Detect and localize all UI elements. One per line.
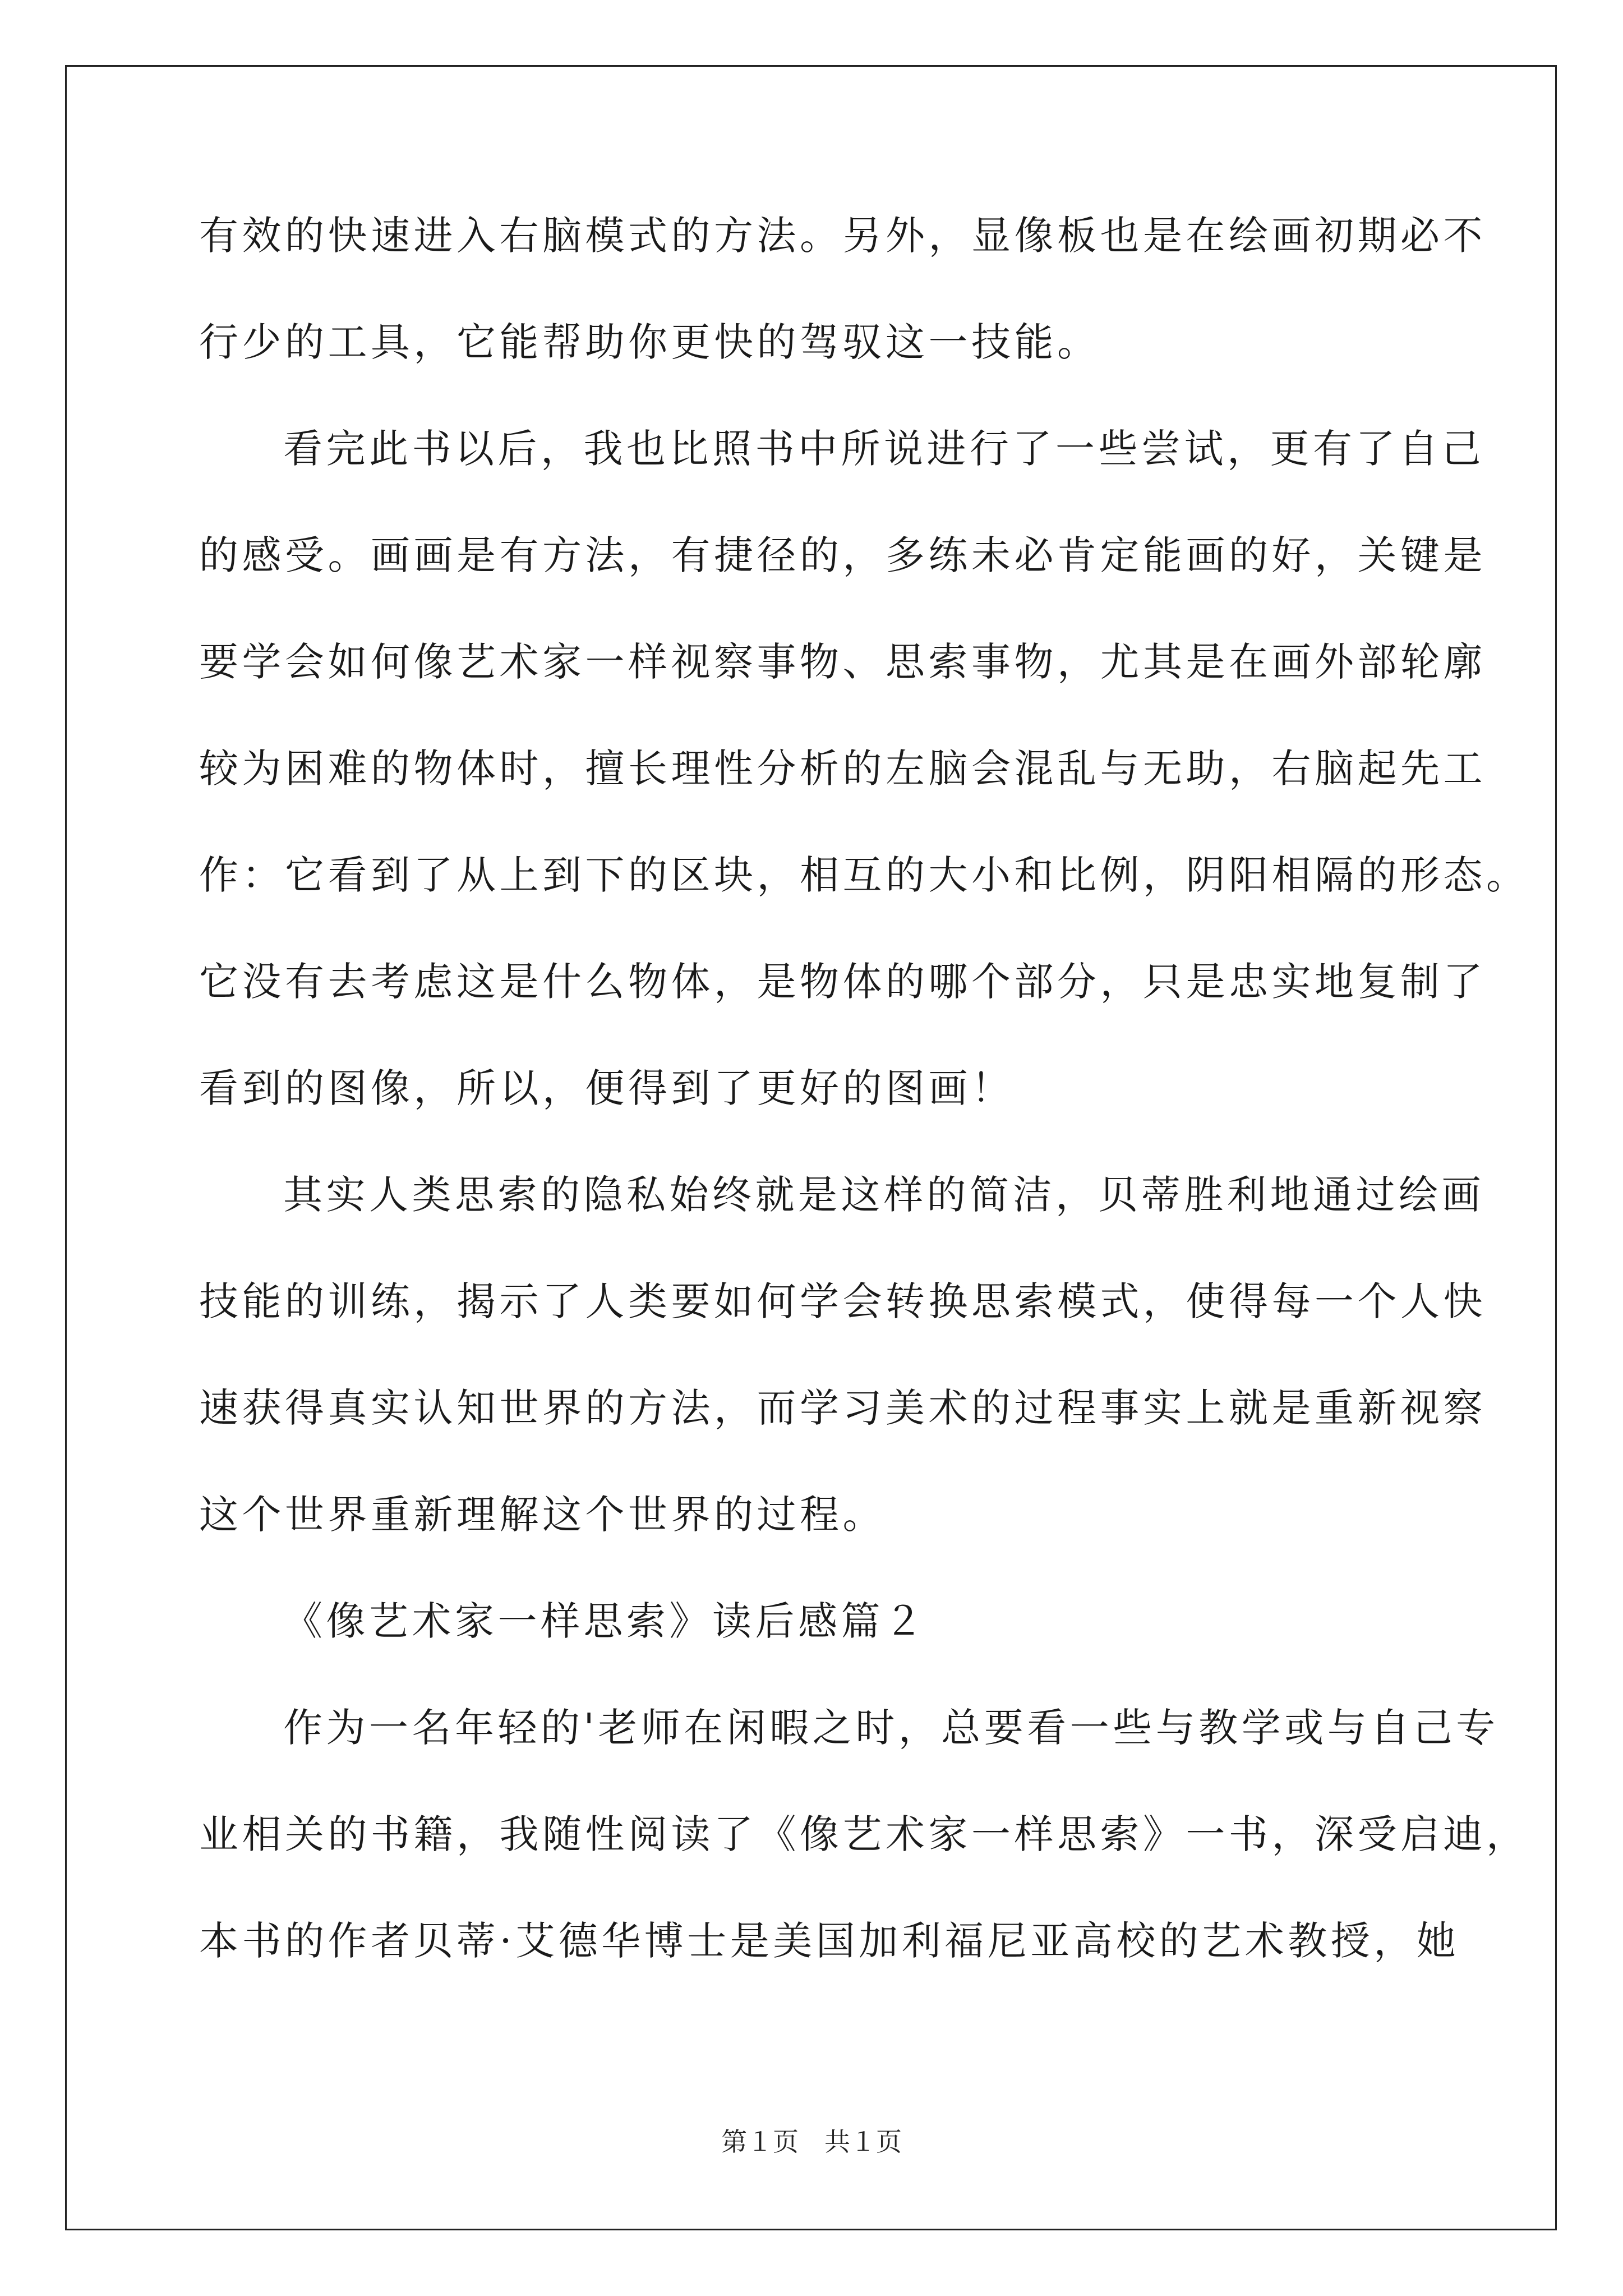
paragraph-start-line: 作为一名年轻的'老师在闲暇之时，总要看一些与教学或与自己专	[283, 1705, 1499, 1751]
page-footer	[0, 2129, 1623, 2155]
text-line: 行少的工具，它能帮助你更快的驾驭这一技能。	[199, 319, 1100, 365]
document-body	[199, 213, 1529, 2028]
text-line: 本书的作者贝蒂·艾德华博士是美国加利福尼亚高校的艺术教授，她	[199, 1918, 1460, 1964]
text-line: 的感受。画画是有方法，有捷径的，多练未必肯定能画的好，关键是	[199, 532, 1486, 578]
text-line: 较为困难的物体时，擅长理性分析的左脑会混乱与无助，右脑起先工	[199, 746, 1486, 792]
text-line: 有效的快速进入右脑模式的方法。另外，显像板也是在绘画初期必不	[199, 213, 1486, 259]
text-line: 它没有去考虑这是什么物体，是物体的哪个部分，只是忠实地复制了	[199, 959, 1486, 1005]
text-line: 业相关的书籍，我随性阅读了《像艺术家一样思索》一书，深受启迪，	[199, 1811, 1529, 1857]
text-line: 速获得真实认知世界的方法，而学习美术的过程事实上就是重新视察	[199, 1385, 1486, 1431]
section-heading: 《像艺术家一样思索》读后感篇２	[283, 1598, 927, 1644]
paragraph-start-line: 其实人类思索的隐私始终就是这样的简洁，贝蒂胜利地通过绘画	[283, 1172, 1484, 1218]
text-line: 看到的图像，所以，便得到了更好的图画！	[199, 1065, 1015, 1111]
text-line: 要学会如何像艺术家一样视察事物、思索事物，尤其是在画外部轮廓	[199, 639, 1486, 685]
paragraph-start-line: 看完此书以后，我也比照书中所说进行了一些尝试，更有了自己	[283, 426, 1484, 472]
page-number: 第１页 共１页	[721, 2127, 902, 2157]
text-line: 技能的训练，揭示了人类要如何学会转换思索模式，使得每一个人快	[199, 1278, 1486, 1324]
text-line: 这个世界重新理解这个世界的过程。	[199, 1492, 886, 1538]
text-line: 作：它看到了从上到下的区块，相互的大小和比例，阴阳相隔的形态。	[199, 852, 1529, 898]
